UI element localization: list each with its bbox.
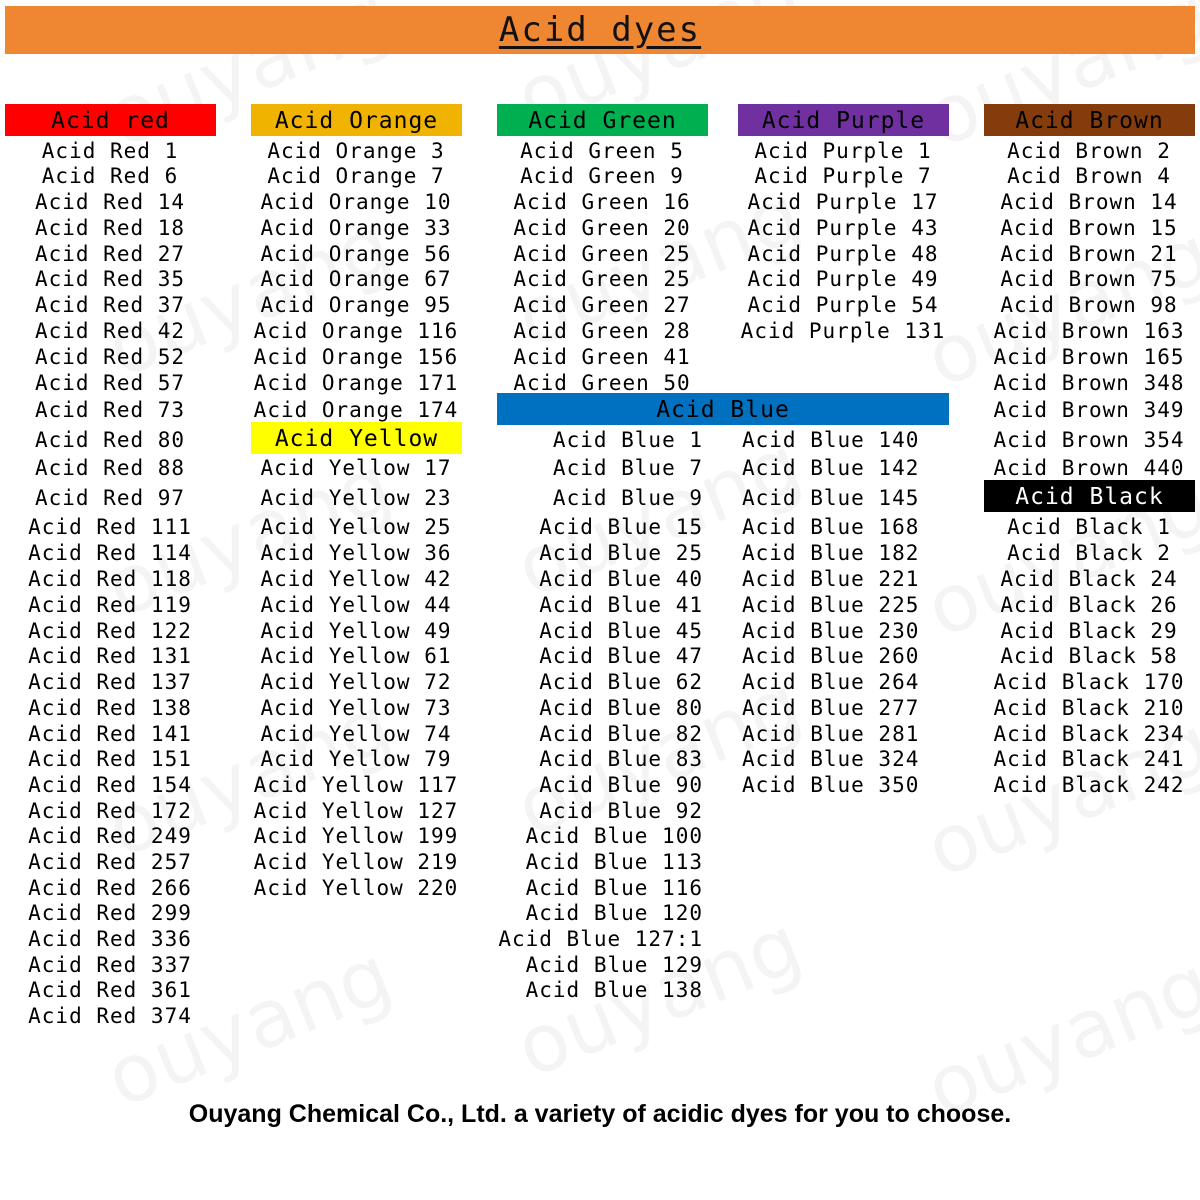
footer-tagline: Ouyang Chemical Co., Ltd. a variety of acidic dyes for you to choose. bbox=[188, 1100, 1012, 1128]
dye-item: Acid Yellow 36 bbox=[260, 541, 452, 565]
dye-item: Acid Blue 9 bbox=[552, 486, 703, 510]
dye-item: Acid Black 241 bbox=[993, 747, 1185, 771]
header-acid-purple bbox=[738, 104, 949, 136]
dye-item: Acid Brown 440 bbox=[993, 456, 1185, 480]
dye-item: Acid Blue 168 bbox=[742, 515, 920, 539]
dye-item: Acid Orange 3 bbox=[267, 139, 445, 163]
dye-item: Acid Blue 140 bbox=[742, 428, 920, 452]
dye-item: Acid Red 73 bbox=[34, 398, 186, 422]
dye-item: Acid Blue 80 bbox=[539, 696, 703, 720]
dye-item: Acid Green 16 bbox=[513, 190, 691, 214]
dye-item: Acid Black 24 bbox=[1000, 567, 1178, 591]
dye-item: Acid Red 336 bbox=[28, 927, 192, 951]
dye-item: Acid Red 111 bbox=[28, 515, 192, 539]
dye-item: Acid Blue 45 bbox=[539, 619, 703, 643]
dye-item: Acid Green 9 bbox=[520, 164, 684, 188]
dye-item: Acid Green 25 bbox=[513, 267, 691, 291]
dye-item: Acid Red 97 bbox=[34, 486, 186, 510]
dye-item: Acid Blue 82 bbox=[539, 722, 703, 746]
dye-item: Acid Brown 163 bbox=[993, 319, 1185, 343]
dye-item: Acid Green 28 bbox=[513, 319, 691, 343]
dye-item: Acid Blue 113 bbox=[525, 850, 703, 874]
dye-item: Acid Blue 25 bbox=[539, 541, 703, 565]
dye-item: Acid Yellow 17 bbox=[260, 456, 452, 480]
dye-item: Acid Blue 260 bbox=[742, 644, 920, 668]
dye-item: Acid Blue 281 bbox=[742, 722, 920, 746]
dye-item: Acid Blue 221 bbox=[742, 567, 920, 591]
header-label: Acid Purple bbox=[761, 108, 926, 134]
dye-item: Acid Red 119 bbox=[28, 593, 192, 617]
dye-item: Acid Yellow 74 bbox=[260, 722, 452, 746]
dye-item: Acid Yellow 72 bbox=[260, 670, 452, 694]
dye-item: Acid Red 1 bbox=[41, 139, 179, 163]
dye-item: Acid Orange 10 bbox=[260, 190, 452, 214]
dye-item: Acid Blue 100 bbox=[525, 824, 703, 848]
dye-item: Acid Blue 83 bbox=[539, 747, 703, 771]
header-acid-orange bbox=[251, 104, 462, 136]
header-label: Acid Blue bbox=[656, 397, 790, 423]
dye-item: Acid Green 27 bbox=[513, 293, 691, 317]
dye-item: Acid Orange 56 bbox=[260, 242, 452, 266]
dye-item: Acid Red 337 bbox=[28, 953, 192, 977]
dye-item: Acid Orange 116 bbox=[253, 319, 459, 343]
dye-item: Acid Red 118 bbox=[28, 567, 192, 591]
dye-item: Acid Black 58 bbox=[1000, 644, 1178, 668]
dye-item: Acid Blue 264 bbox=[742, 670, 920, 694]
dye-item: Acid Black 242 bbox=[993, 773, 1185, 797]
dye-item: Acid Green 50 bbox=[513, 371, 691, 395]
header-acid-red bbox=[5, 104, 216, 136]
dye-item: Acid Blue 7 bbox=[552, 456, 703, 480]
header-acid-green bbox=[497, 104, 708, 136]
dye-item: Acid Red 88 bbox=[34, 456, 186, 480]
dye-item: Acid Purple 49 bbox=[747, 267, 939, 291]
header-acid-brown bbox=[984, 104, 1195, 136]
dye-item: Acid Orange 7 bbox=[267, 164, 445, 188]
dye-item: Acid Red 37 bbox=[34, 293, 186, 317]
dye-item: Acid Red 141 bbox=[28, 722, 192, 746]
dye-item: Acid Blue 92 bbox=[539, 799, 703, 823]
dye-item: Acid Brown 4 bbox=[1007, 164, 1171, 188]
dye-item: Acid Black 26 bbox=[1000, 593, 1178, 617]
dye-item: Acid Blue 138 bbox=[525, 978, 703, 1002]
header-acid-blue bbox=[497, 393, 949, 425]
dye-item: Acid Blue 90 bbox=[539, 773, 703, 797]
dye-item: Acid Green 5 bbox=[520, 139, 684, 163]
dye-item: Acid Purple 131 bbox=[740, 319, 946, 343]
dye-item: Acid Yellow 61 bbox=[260, 644, 452, 668]
dye-item: Acid Brown 348 bbox=[993, 371, 1185, 395]
dye-item: Acid Red 18 bbox=[34, 216, 186, 240]
dye-item: Acid Red 42 bbox=[34, 319, 186, 343]
dye-item: Acid Red 80 bbox=[34, 428, 186, 452]
dye-item: Acid Red 137 bbox=[28, 670, 192, 694]
dye-item: Acid Green 25 bbox=[513, 242, 691, 266]
dye-item: Acid Orange 33 bbox=[260, 216, 452, 240]
dye-item: Acid Red 14 bbox=[34, 190, 186, 214]
dye-item: Acid Black 2 bbox=[1007, 541, 1171, 565]
dye-item: Acid Yellow 127 bbox=[253, 799, 459, 823]
dye-item: Acid Brown 14 bbox=[1000, 190, 1178, 214]
dye-item: Acid Red 35 bbox=[34, 267, 186, 291]
dye-item: Acid Red 266 bbox=[28, 876, 192, 900]
dye-item: Acid Red 374 bbox=[28, 1004, 192, 1028]
header-acid-yellow bbox=[251, 422, 462, 454]
dye-item: Acid Green 20 bbox=[513, 216, 691, 240]
page-title: Acid dyes bbox=[498, 10, 702, 50]
dye-item: Acid Orange 171 bbox=[253, 371, 459, 395]
dye-item: Acid Brown 165 bbox=[993, 345, 1185, 369]
dye-item: Acid Red 249 bbox=[28, 824, 192, 848]
dye-item: Acid Yellow 79 bbox=[260, 747, 452, 771]
dye-item: Acid Black 170 bbox=[993, 670, 1185, 694]
dye-item: Acid Red 52 bbox=[34, 345, 186, 369]
dye-item: Acid Red 299 bbox=[28, 901, 192, 925]
dye-item: Acid Blue 230 bbox=[742, 619, 920, 643]
dye-item: Acid Purple 7 bbox=[754, 164, 932, 188]
dye-item: Acid Brown 98 bbox=[1000, 293, 1178, 317]
dye-item: Acid Red 114 bbox=[28, 541, 192, 565]
dye-item: Acid Blue 350 bbox=[742, 773, 920, 797]
dye-item: Acid Yellow 44 bbox=[260, 593, 452, 617]
dye-item: Acid Brown 15 bbox=[1000, 216, 1178, 240]
dye-item: Acid Purple 43 bbox=[747, 216, 939, 240]
dye-item: Acid Blue 324 bbox=[742, 747, 920, 771]
dye-item: Acid Blue 129 bbox=[525, 953, 703, 977]
dye-item: Acid Blue 47 bbox=[539, 644, 703, 668]
dye-item: Acid Blue 277 bbox=[742, 696, 920, 720]
header-label: Acid Green bbox=[528, 108, 677, 134]
title-banner bbox=[5, 6, 1195, 54]
dye-item: Acid Orange 174 bbox=[253, 398, 459, 422]
dye-item: Acid Brown 354 bbox=[993, 428, 1185, 452]
dye-item: Acid Blue 182 bbox=[742, 541, 920, 565]
header-label: Acid Brown bbox=[1015, 108, 1164, 134]
dye-item: Acid Yellow 23 bbox=[260, 486, 452, 510]
header-label: Acid red bbox=[51, 108, 170, 134]
dye-item: Acid Black 1 bbox=[1007, 515, 1171, 539]
header-label: Acid Black bbox=[1015, 484, 1164, 510]
dye-item: Acid Purple 17 bbox=[747, 190, 939, 214]
header-label: Acid Yellow bbox=[274, 426, 439, 452]
header-acid-black bbox=[984, 480, 1195, 512]
dye-item: Acid Purple 54 bbox=[747, 293, 939, 317]
dye-item: Acid Green 41 bbox=[513, 345, 691, 369]
dye-item: Acid Yellow 73 bbox=[260, 696, 452, 720]
dye-item: Acid Blue 145 bbox=[742, 486, 920, 510]
header-label: Acid Orange bbox=[274, 108, 439, 134]
dye-item: Acid Brown 349 bbox=[993, 398, 1185, 422]
dye-item: Acid Purple 1 bbox=[754, 139, 932, 163]
dye-item: Acid Blue 1 bbox=[552, 428, 703, 452]
dye-item: Acid Red 138 bbox=[28, 696, 192, 720]
dye-item: Acid Red 361 bbox=[28, 978, 192, 1002]
dye-item: Acid Orange 156 bbox=[253, 345, 459, 369]
dye-item: Acid Brown 2 bbox=[1007, 139, 1171, 163]
dye-item: Acid Red 27 bbox=[34, 242, 186, 266]
dye-item: Acid Blue 116 bbox=[525, 876, 703, 900]
dye-item: Acid Red 57 bbox=[34, 371, 186, 395]
dye-item: Acid Blue 40 bbox=[539, 567, 703, 591]
dye-item: Acid Red 154 bbox=[28, 773, 192, 797]
dye-item: Acid Yellow 49 bbox=[260, 619, 452, 643]
dye-item: Acid Black 234 bbox=[993, 722, 1185, 746]
dye-item: Acid Yellow 42 bbox=[260, 567, 452, 591]
dye-item: Acid Black 29 bbox=[1000, 619, 1178, 643]
dye-item: Acid Yellow 220 bbox=[253, 876, 459, 900]
dye-item: Acid Brown 75 bbox=[1000, 267, 1178, 291]
dye-item: Acid Black 210 bbox=[993, 696, 1185, 720]
dye-item: Acid Yellow 25 bbox=[260, 515, 452, 539]
dye-item: Acid Purple 48 bbox=[747, 242, 939, 266]
dye-item: Acid Red 6 bbox=[41, 164, 179, 188]
dye-item: Acid Blue 15 bbox=[539, 515, 703, 539]
dye-item: Acid Blue 41 bbox=[539, 593, 703, 617]
dye-item: Acid Brown 21 bbox=[1000, 242, 1178, 266]
dye-item: Acid Blue 142 bbox=[742, 456, 920, 480]
dye-item: Acid Orange 95 bbox=[260, 293, 452, 317]
dye-item: Acid Yellow 219 bbox=[253, 850, 459, 874]
dye-item: Acid Red 122 bbox=[28, 619, 192, 643]
dye-item: Acid Red 257 bbox=[28, 850, 192, 874]
dye-item: Acid Yellow 117 bbox=[253, 773, 459, 797]
dye-item: Acid Blue 62 bbox=[539, 670, 703, 694]
dye-item: Acid Blue 120 bbox=[525, 901, 703, 925]
dye-item: Acid Blue 225 bbox=[742, 593, 920, 617]
dye-item: Acid Red 172 bbox=[28, 799, 192, 823]
dye-item: Acid Yellow 199 bbox=[253, 824, 459, 848]
dye-item: Acid Red 151 bbox=[28, 747, 192, 771]
dye-item: Acid Orange 67 bbox=[260, 267, 452, 291]
dye-item: Acid Blue 127:1 bbox=[498, 927, 703, 951]
dye-item: Acid Red 131 bbox=[28, 644, 192, 668]
